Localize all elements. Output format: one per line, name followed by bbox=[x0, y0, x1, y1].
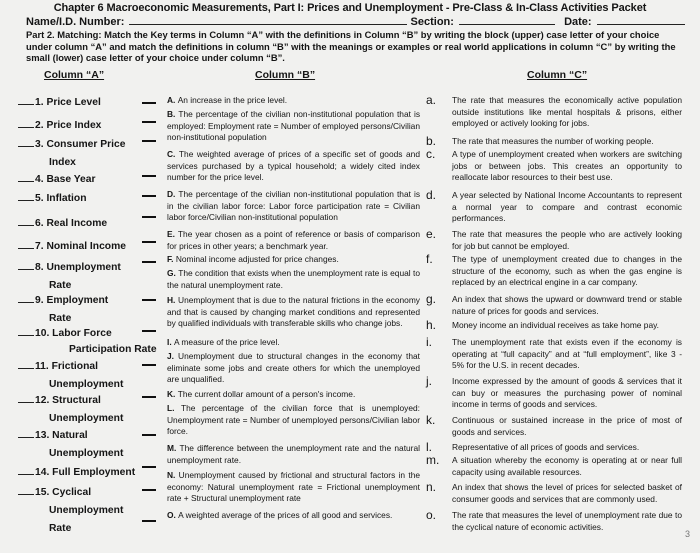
meaning-letter-e: e. bbox=[426, 227, 437, 241]
term-label-line2: Unemployment bbox=[49, 379, 124, 390]
answer-blank[interactable] bbox=[18, 239, 34, 249]
term-10 bbox=[18, 326, 157, 357]
definition-letter: M. bbox=[167, 443, 180, 453]
term-11 bbox=[18, 359, 123, 392]
meaning-letter-j: j. bbox=[426, 374, 432, 388]
definition-text: Unemployment caused by frictional and structural factors in the economy: Natural unemployment rate = Frictional unemployment rate + Structural unemployment rate bbox=[167, 470, 421, 504]
answer-blank[interactable] bbox=[18, 216, 34, 226]
meaning-letter-a: a. bbox=[426, 93, 437, 107]
answer-dash[interactable] bbox=[142, 216, 156, 218]
meaning-d: A year selected by National Income Accountants to represent a normal year to compare and contrast economic performances. bbox=[452, 190, 682, 224]
definition-text: Unemployment due to structural changes in the economy that eliminate some jobs and create others for which the unemployed are unqualified. bbox=[167, 351, 420, 385]
term-label-line2: Unemployment bbox=[49, 505, 124, 516]
instructions: Part 2. Matching: Match the Key terms in Column “A” with the definitions in Column “B” by writing the block (upper) case letter of your choice under column “A” and match the definitions in column “B” with the meanings or examples or real world applications in column “C” by writing the small (lower) case letter of your choice under column “B”. bbox=[26, 29, 676, 63]
page-title: Chapter 6 Macroeconomic Measurements, Part I: Prices and Unemployment - Pre-Class & In-Class Activities Packet bbox=[53, 2, 647, 14]
meaning-letter-o: o. bbox=[426, 508, 437, 522]
meaning-letter-b: b. bbox=[426, 134, 437, 148]
meaning-letter-n: n. bbox=[426, 480, 437, 494]
term-label: 12. Structural bbox=[35, 395, 101, 406]
answer-blank[interactable] bbox=[18, 137, 34, 147]
definition-letter: E. bbox=[167, 229, 178, 239]
definition-text: The percentage of the civilian force that is unemployed: Unemployment rate = Number of unemployed persons/Civilian labor force. bbox=[167, 403, 420, 437]
term-label-line2: Unemployment bbox=[49, 448, 124, 459]
meaning-letter-c: c. bbox=[426, 147, 436, 161]
definition-i bbox=[167, 337, 420, 349]
answer-blank[interactable] bbox=[18, 428, 34, 438]
definition-letter: N. bbox=[167, 470, 179, 480]
term-8 bbox=[18, 260, 121, 293]
definition-e bbox=[167, 229, 420, 252]
definition-text: The current dollar amount of a person's income. bbox=[177, 389, 356, 399]
meaning-i: The unemployment rate that exists even if the economy is operating at “full capacity” and at “full employment”, like 3 - 5% for the U.S. in recent decades. bbox=[452, 337, 682, 371]
term-6 bbox=[18, 216, 107, 231]
term-label: 4. Base Year bbox=[35, 174, 96, 185]
definition-m bbox=[167, 443, 420, 466]
date-blank[interactable] bbox=[597, 15, 685, 25]
meaning-letter-h: h. bbox=[426, 318, 437, 332]
meaning-h: Money income an individual receives as take home pay. bbox=[452, 320, 660, 330]
page-number: 3 bbox=[684, 529, 690, 539]
answer-blank[interactable] bbox=[18, 293, 34, 303]
definition-letter: D. bbox=[167, 189, 179, 199]
answer-dash[interactable] bbox=[142, 330, 156, 332]
meaning-g: An index that shows the upward or downward trend or stable nature of prices for goods and services. bbox=[452, 294, 682, 316]
term-9 bbox=[18, 293, 108, 326]
term-label-line2: Rate bbox=[49, 313, 72, 324]
answer-blank[interactable] bbox=[18, 393, 34, 403]
name-label: Name/I.D. Number: bbox=[26, 16, 125, 28]
definition-text: Unemployment that is due to the natural frictions in the economy and that is caused by changing market conditions and represented by qualified individuals with transferable skills who change jobs. bbox=[167, 295, 420, 329]
meaning-a: The rate that measures the economically active population outside institutions like mental hospitals & prisons, either employed or actively looking for jobs. bbox=[452, 95, 682, 129]
term-label-line2: Participation Rate bbox=[69, 344, 157, 355]
term-label: 2. Price Index bbox=[35, 120, 102, 131]
term-3 bbox=[18, 137, 125, 170]
meaning-c: A type of unemployment created when workers are switching jobs or between jobs. This creates an opportunity to reallocate labor resources to their best use. bbox=[452, 149, 682, 183]
definition-d bbox=[167, 189, 420, 224]
term-label: 7. Nominal Income bbox=[35, 241, 126, 252]
term-7 bbox=[18, 239, 126, 254]
answer-blank[interactable] bbox=[18, 172, 34, 182]
meaning-f: The type of unemployment created due to changes in the structure of the economy, such as when the gas engine is replaced by an electrical engine in a car company. bbox=[452, 254, 682, 288]
definition-letter: F. bbox=[167, 254, 176, 264]
definition-letter: O. bbox=[167, 510, 179, 520]
term-label: 6. Real Income bbox=[35, 218, 108, 229]
definition-letter: J. bbox=[167, 351, 179, 361]
definition-h bbox=[167, 295, 420, 330]
answer-blank[interactable] bbox=[18, 191, 34, 201]
definition-letter: B. bbox=[167, 109, 179, 119]
section-label: Section: bbox=[410, 16, 454, 28]
meaning-letter-k: k. bbox=[426, 413, 436, 427]
answer-dash[interactable] bbox=[142, 466, 156, 468]
term-15 bbox=[18, 485, 123, 536]
column-b-header: Column “B” bbox=[255, 69, 316, 81]
definition-o bbox=[167, 510, 420, 522]
term-14 bbox=[18, 465, 135, 480]
term-label: 5. Inflation bbox=[35, 193, 87, 204]
definition-letter: H. bbox=[167, 295, 179, 305]
definition-j bbox=[167, 351, 420, 386]
answer-blank[interactable] bbox=[18, 260, 34, 270]
answer-blank[interactable] bbox=[18, 359, 34, 369]
definition-text: The year chosen as a point of reference or basis of comparison for prices in other years; a benchmark year. bbox=[167, 229, 420, 251]
definition-f bbox=[167, 254, 420, 266]
meaning-letter-f: f. bbox=[426, 252, 433, 266]
meaning-letter-l: l. bbox=[426, 440, 432, 454]
term-label: 15. Cyclical bbox=[35, 487, 92, 498]
definition-c bbox=[167, 149, 420, 184]
meaning-e: The rate that measures the people who are actively looking for job but cannot be employed. bbox=[452, 229, 682, 251]
section-blank[interactable] bbox=[459, 15, 555, 25]
term-label-line2: Index bbox=[49, 157, 76, 168]
column-a-header: Column “A” bbox=[44, 69, 105, 81]
definition-b bbox=[167, 109, 420, 144]
definition-text: Nominal income adjusted for price changes. bbox=[175, 254, 339, 264]
answer-dash[interactable] bbox=[142, 140, 156, 142]
term-label: 8. Unemployment bbox=[35, 262, 121, 273]
meaning-b: The rate that measures the number of working people. bbox=[452, 136, 654, 146]
answer-dash[interactable] bbox=[142, 241, 156, 243]
answer-blank[interactable] bbox=[18, 118, 34, 128]
definition-letter: I. bbox=[167, 337, 174, 347]
date-label: Date: bbox=[564, 16, 592, 28]
answer-dash[interactable] bbox=[142, 121, 156, 123]
answer-dash[interactable] bbox=[142, 261, 156, 263]
meaning-letter-g: g. bbox=[426, 292, 437, 306]
term-label: 14. Full Employment bbox=[35, 467, 136, 478]
term-5 bbox=[18, 191, 87, 206]
definition-a bbox=[167, 95, 420, 107]
definition-letter: G. bbox=[167, 268, 179, 278]
definition-text: The percentage of the civilian non-institutional population that is in the civilian labor force: Labor force participation rate = Civilian labor force/Civilian non-institutional population bbox=[167, 189, 421, 223]
meaning-j: Income expressed by the amount of goods & services that it can buy or measures the purchasing power of nominal income in terms of goods and services. bbox=[452, 376, 682, 410]
term-4 bbox=[18, 172, 96, 187]
answer-dash[interactable] bbox=[142, 175, 156, 177]
meaning-m: A situation whereby the economy is operating at or near full capacity using available resources. bbox=[452, 455, 682, 477]
term-label-line2: Rate bbox=[49, 280, 72, 291]
term-label-line3: Rate bbox=[49, 523, 72, 534]
term-label: 11. Frictional bbox=[35, 361, 98, 372]
name-blank[interactable] bbox=[129, 15, 407, 25]
meaning-letter-m: m. bbox=[426, 453, 440, 467]
meaning-k: Continuous or sustained increase in the price of most of goods and services. bbox=[452, 415, 682, 437]
meaning-n: An index that shows the level of prices for selected basket of consumer goods and services that are commonly used. bbox=[452, 482, 682, 504]
definition-n bbox=[167, 470, 420, 505]
definition-letter: A. bbox=[167, 95, 178, 105]
answer-dash[interactable] bbox=[142, 364, 156, 366]
definition-letter: L. bbox=[167, 403, 181, 413]
term-13 bbox=[18, 428, 123, 461]
meaning-o: The rate that measures the level of unemployment rate due to the cyclical nature of economic activities. bbox=[452, 510, 682, 532]
meaning-l: Representative of all prices of goods and services. bbox=[452, 442, 640, 452]
definition-l bbox=[167, 403, 420, 438]
definition-letter: K. bbox=[167, 389, 178, 399]
answer-dash[interactable] bbox=[142, 520, 156, 522]
definition-text: The condition that exists when the unemployment rate is equal to the natural unemployment rate. bbox=[167, 268, 420, 290]
definition-text: The weighted average of prices of a specific set of goods and services purchased by a typical household; a widely cited index number for the price level. bbox=[167, 149, 420, 183]
answer-blank[interactable] bbox=[18, 465, 34, 475]
term-12 bbox=[18, 393, 123, 426]
meaning-letter-d: d. bbox=[426, 188, 437, 202]
term-label: 10. Labor Force bbox=[35, 328, 112, 339]
answer-dash[interactable] bbox=[142, 195, 156, 197]
term-2 bbox=[18, 118, 101, 133]
definition-text: An increase in the price level. bbox=[177, 95, 288, 105]
definition-letter: C. bbox=[167, 149, 179, 159]
definition-text: The difference between the unemployment rate and the natural unemployment rate. bbox=[167, 443, 420, 465]
definition-text: The percentage of the civilian non-institutional population that is employed: Employment rate = Number of employed persons/Civilian non-institutional population bbox=[167, 109, 421, 143]
answer-blank[interactable] bbox=[18, 95, 34, 105]
header-fields-row bbox=[26, 15, 685, 28]
definition-g bbox=[167, 268, 420, 291]
term-label: 3. Consumer Price bbox=[35, 139, 126, 150]
definition-text: A measure of the price level. bbox=[173, 337, 280, 347]
term-label: 1. Price Level bbox=[35, 97, 101, 108]
answer-blank[interactable] bbox=[18, 326, 34, 336]
term-label-line2: Unemployment bbox=[49, 413, 124, 424]
term-label: 13. Natural bbox=[35, 430, 88, 441]
term-1 bbox=[18, 95, 101, 110]
answer-dash[interactable] bbox=[142, 299, 156, 301]
meaning-letter-i: i. bbox=[426, 335, 432, 349]
answer-dash[interactable] bbox=[142, 489, 156, 491]
definition-text: A weighted average of the prices of all good and services. bbox=[178, 510, 393, 520]
answer-dash[interactable] bbox=[142, 396, 156, 398]
term-label: 9. Employment bbox=[35, 295, 109, 306]
answer-dash[interactable] bbox=[142, 102, 156, 104]
answer-blank[interactable] bbox=[18, 485, 34, 495]
answer-dash[interactable] bbox=[142, 434, 156, 436]
column-c-header: Column “C” bbox=[527, 69, 588, 81]
definition-k bbox=[167, 389, 420, 401]
